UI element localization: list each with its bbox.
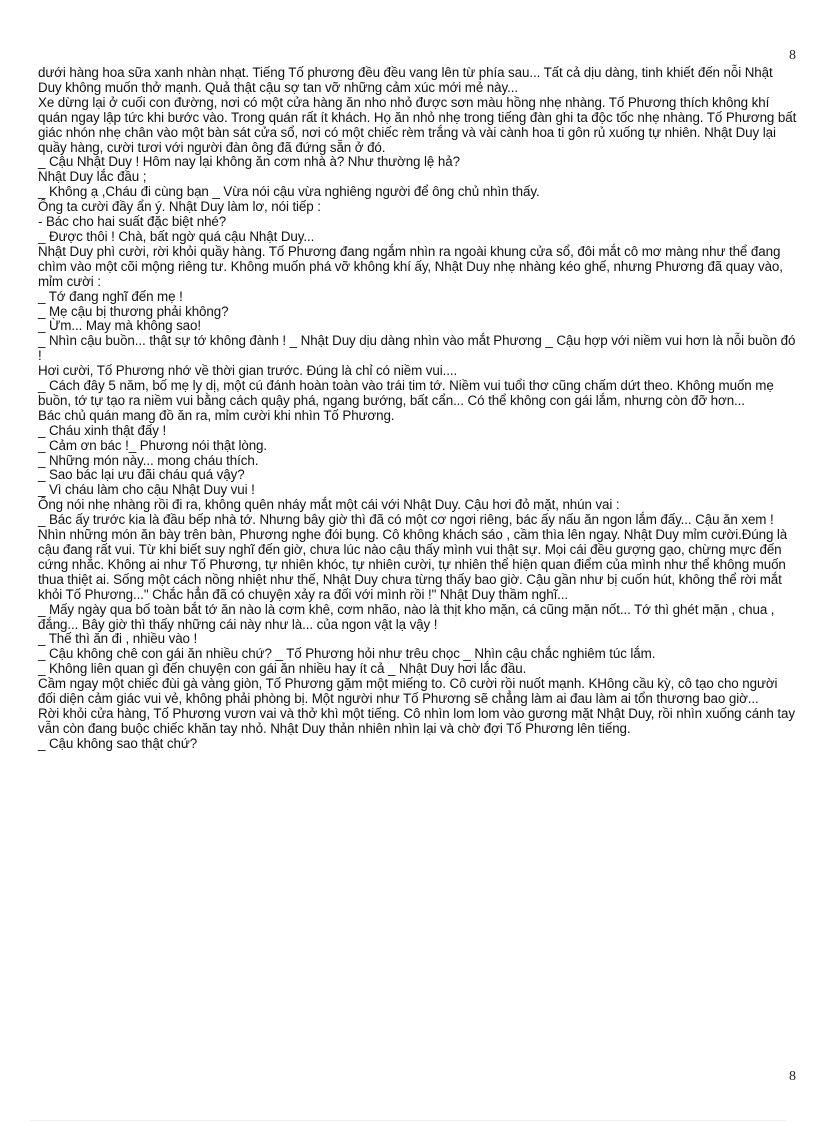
page-bottom-rule <box>30 1120 786 1121</box>
paragraph: _ Cậu Nhật Duy ! Hôm nay lại không ăn cơm nhà à? Như thường lệ hả? <box>38 154 460 170</box>
paragraph: Nhật Duy lắc đầu ; <box>38 169 147 185</box>
paragraph: dưới hàng hoa sữa xanh nhàn nhạt. Tiếng Tố phương đều đều vang lên từ phía sau... Tất cả dịu dàng, tinh khiết đến nỗi Nhật Duy không muốn thở mạnh. Quả thật cậu sợ tan vỡ những cảm xúc mới mẻ này... <box>38 65 773 95</box>
paragraph: _ Tớ đang nghĩ đến mẹ ! <box>38 288 183 304</box>
paragraph: _ Ừm... May mà không sao! <box>38 318 201 334</box>
paragraph: _ Bác ấy trước kia là đầu bếp nhà tớ. Nhưng bây giờ thì đã có một cơ ngơi riêng, bác ấy nấu ăn ngon lắm đấy... Cậu ăn xem ! <box>38 512 774 528</box>
paragraph: _ Những món này... mong cháu thích. <box>38 452 259 468</box>
paragraph: Hơi cười, Tố Phương nhớ về thời gian trước. Đúng là chỉ có niềm vui.... <box>38 363 458 379</box>
paragraph: Ông nói nhẹ nhàng rồi đi ra, không quên nháy mắt một cái với Nhật Duy. Cậu hơi đỏ mặt, nhún vai : <box>38 497 620 513</box>
paragraph: Nhật Duy phì cười, rời khỏi quầy hàng. Tố Phương đang ngắm nhìn ra ngoài khung cửa sổ, đôi mắt cô mơ màng như thể đang chìm vào một cõi mộng riêng tư. Không muốn phá vỡ không khí ấy, Nhật Duy nhẹ nhàng kéo ghế, nhưng Phương đã quay vào, mỉm cười : <box>38 243 783 289</box>
paragraph: _ Mấy ngày qua bố toàn bắt tớ ăn nào là cơm khê, cơm nhão, nào là thịt kho mặn, cá cũng mặn nốt... Tớ thì ghét mặn , chua , đắng... Bây giờ thì thấy những cái này như là... của ngon vật lạ vậy ! <box>38 601 775 632</box>
paragraph: _ Thế thì ăn đi , nhiều vào ! <box>38 631 198 647</box>
paragraph: Bác chủ quán mang đồ ăn ra, mỉm cười khi nhìn Tố Phương. <box>38 407 395 423</box>
paragraph: Cầm ngay một chiếc đùi gà vàng giòn, Tố Phương gặm một miếng to. Cô cười rồi nuốt mạnh. KHông cầu kỳ, cô tạo cho người đối diện cảm giác vui vẻ, không phải phòng bị. Một người như Tố Phương sẽ chẳng làm ai đau làm ai tổn thương bao giờ... <box>38 676 778 707</box>
paragraph: Rời khỏi cửa hàng, Tố Phương vươn vai và thở khì một tiếng. Cô nhìn lom lom vào gương mặt Nhật Duy, rồi nhìn xuống cánh tay vẫn còn đang buộc chiếc khăn tay nhỏ. Nhật Duy thản nhiên nhìn lại và chờ đợi Tố Phương lên tiếng. <box>38 705 795 736</box>
page-number-top: 8 <box>789 48 796 63</box>
paragraph: - Bác cho hai suất đặc biệt nhé? <box>38 214 227 230</box>
paragraph: _ Được thôi ! Chà, bất ngờ quá cậu Nhật Duy... <box>38 228 315 244</box>
paragraph: _ Vì cháu làm cho cậu Nhật Duy vui ! <box>38 482 255 498</box>
paragraph: _ Không liên quan gì đến chuyện con gái ăn nhiều hay ít cả _ Nhật Duy hơi lắc đầu. <box>38 661 527 677</box>
paragraph: _ Cách đây 5 năm, bố mẹ ly dị, một cú đánh hoàn toàn vào trái tim tớ. Niềm vui tuổi thơ cũng chấm dứt theo. Không muốn mẹ buồn, tớ tự tạo ra niềm vui bằng cách quậy phá, ngang bướng, bất cẩn... Có thể không con gái lắm, nhưng còn đỡ hơn... <box>38 378 774 408</box>
paragraph: Xe dừng lại ở cuối con đường, nơi có một cửa hàng ăn nho nhỏ được sơn màu hồng nhẹ nhàng. Tố Phương thích không khí quán ngay lập tức khi bước vào. Trong quán rất ít khách. Họ ăn nhỏ nhẹ trong tiếng đàn ghi ta độc tốc nhẹ nhàng. Tố Phương bất giác nhón nhẹ chân vào một bàn sát cửa sổ, nơi có một chiếc rèm trắng và vài cành hoa ti gôn rủ xuống tự nhiên. Nhật Duy lại quầy hàng, cười tươi với người đàn ông đã đứng sẵn ở đó. <box>38 94 797 155</box>
paragraph: _ Nhìn cậu buồn... thật sự tớ không đành ! _ Nhật Duy dịu dàng nhìn vào mắt Phương _ Cậu hợp với niềm vui hơn là nỗi buồn đó ! <box>38 333 796 364</box>
paragraph: _ Cảm ơn bác !_ Phương nói thật lòng. <box>38 437 268 453</box>
paragraph: Nhìn những món ăn bày trên bàn, Phương nghe đói bụng. Cô không khách sáo , cầm thìa lên ngay. Nhật Duy mỉm cười.Đúng là cậu đang rất vui. Từ khi biết suy nghĩ đến giờ, chưa lúc nào cậu thấy mình vui thật sự. Mọi cái đều gượng gạo, chừng mực đến cứng nhắc. Không ai như Tố Phương, tự nhiên khóc, tự nhiên cười, tự nhiên thể hiện quan điểm của mình như thể không muốn thua thiệt ai. Sống một cách nồng nhiệt như thế, Nhật Duy chưa từng thấy bao giờ. Cậu gần như bị cuốn hút, không thể rời mắt khỏi Tố Phương..." Chắc hẳn đã có chuyện xảy ra đối với mình rồi !" Nhật Duy thầm nghĩ... <box>38 527 788 602</box>
paragraph: _ Không ạ ,Cháu đi cùng bạn _ Vừa nói cậu vừa nghiêng người để ông chủ nhìn thấy. <box>38 184 540 200</box>
paragraph: _ Cháu xinh thật đấy ! <box>38 422 167 438</box>
paragraph: _ Sao bác lại ưu đãi cháu quá vậy? <box>38 467 245 483</box>
paragraph: _ Cậu không sao thật chứ? <box>38 735 198 751</box>
paragraph: _ Mẹ cậu bị thương phải không? <box>38 303 229 319</box>
paragraph: _ Cậu không chê con gái ăn nhiều chứ? _ Tố Phương hỏi như trêu chọc _ Nhìn cậu chắc nghiêm túc lắm. <box>38 646 656 662</box>
document-body <box>38 66 798 752</box>
paragraph: Ông ta cười đầy ẩn ý. Nhật Duy làm lơ, nói tiếp : <box>38 199 321 215</box>
page-number-bottom: 8 <box>789 1069 796 1084</box>
